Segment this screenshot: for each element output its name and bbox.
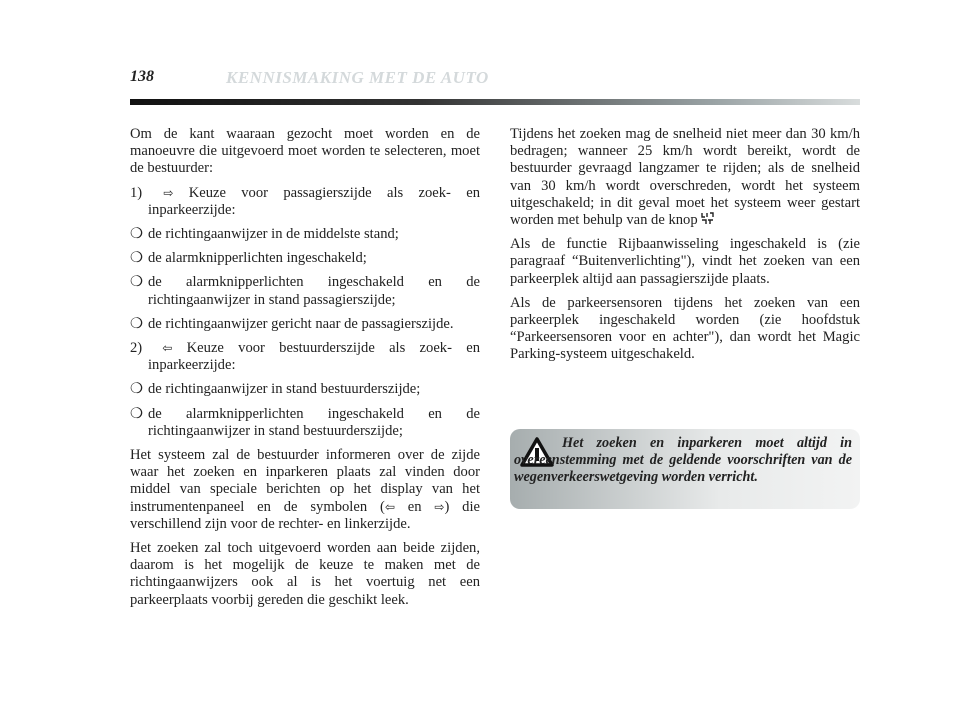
step-marker: 2) [130,340,143,357]
step-2 [130,340,480,374]
paragraph: Als de functie Rijbaanwisseling ingeschakeld is (zie paragraaf “Buitenverlichting"), vindt het zoeken van een parkeerplek altijd aan passagierszijde plaats. [510,236,860,287]
paragraph: Als de parkeersensoren tijdens het zoeken van een parkeerplek ingeschakeld worden (zie hoofdstuk “Parkeersensoren voor en achter"), dan wordt het Magic Parking-systeem uitgeschakeld. [510,294,860,363]
header-rule [130,99,860,105]
arrow-right-icon: ⇨ [163,185,174,200]
text: Tijdens het zoeken mag de snelheid niet meer dan 30 km/h bedragen; wanneer 25 km/h wordt bereikt, wordt de bestuurder gevraagd langzamer te rijden; als de snelheid van 30 km/h wordt overschreden, wordt het systeem uitgeschakeld; in dit geval moet het systeem weer gestart worden met behulp van de knop [510,126,860,229]
chapter-title: KENNISMAKING MET DE AUTO [226,68,489,87]
bullet-circle-icon: ❍ [130,274,144,291]
bullet-circle-icon: ❍ [130,381,144,398]
page-number: 138 [130,68,154,85]
parking-button-icon [701,212,714,225]
bullet-text: de richtingaanwijzer in de middelste stand; [148,226,399,243]
bullet-text: de richtingaanwijzer in stand bestuurderszijde; [148,381,421,398]
intro-paragraph: Om de kant waaraan gezocht moet worden en de manoeuvre die uitgevoerd moet worden te selecteren, moet de bestuurder: [130,126,480,177]
step-marker: 1) [130,184,143,201]
bullet-circle-icon: ❍ [130,315,144,332]
bullet-text: de alarmknipperlichten ingeschakeld en de richtingaanwijzer in stand bestuurderszijde; [148,405,480,439]
left-column [130,126,480,616]
step-label: Keuze voor passagierszijde als zoek- en inparkeerzijde: [148,184,480,218]
arrow-left-icon: ⇦ [162,341,173,356]
bullet-item [130,226,480,243]
text: en [394,498,435,515]
info-paragraph [130,447,480,533]
bullet-item [130,274,480,308]
bullet-circle-icon: ❍ [130,405,144,422]
warning-box [510,429,860,509]
step-label: Keuze voor bestuurderszijde als zoek- en inparkeerzijde: [148,340,481,374]
arrow-left-icon: ⇦ [384,499,395,514]
bullet-text: de alarmknipperlichten ingeschakeld; [148,250,367,267]
bullet-item [130,316,480,333]
bullet-item [130,250,480,267]
paragraph: Het zoeken zal toch uitgevoerd worden aan beide zijden, daarom is het mogelijk de keuze te maken met de richtingaanwijzers ook al is het voertuig net een parkeerplaats voorbij gereden die geschikt leek. [130,540,480,608]
step-1 [130,185,480,219]
bullet-circle-icon: ❍ [130,226,144,243]
right-column [510,126,860,371]
bullet-item [130,406,480,440]
step-text [148,185,480,219]
bullet-text: de richtingaanwijzer gericht naar de passagierszijde. [148,315,454,332]
text: ) die verschillend zijn voor de rechter- en linkerzijde. [130,498,480,532]
text: Het systeem zal de bestuurder informeren over de zijde waar het zoeken en inparkeren plaats zal vinden door middel van speciale berichten op het display van het instrumentenpaneel en de symbolen ( [130,447,480,515]
speed-paragraph [510,126,860,229]
bullet-item [130,381,480,398]
step-text [148,340,480,374]
warning-text: Het zoeken en inparkeren moet altijd in overeenstemming met de geldende voorschriften van de wegenverkeerswetgeving worden verricht. [514,435,852,485]
bullet-text: de alarmknipperlichten ingeschakeld en de richtingaanwijzer in stand passagierszijde; [148,274,480,308]
bullet-circle-icon: ❍ [130,250,144,267]
arrow-right-icon: ⇨ [434,499,445,514]
